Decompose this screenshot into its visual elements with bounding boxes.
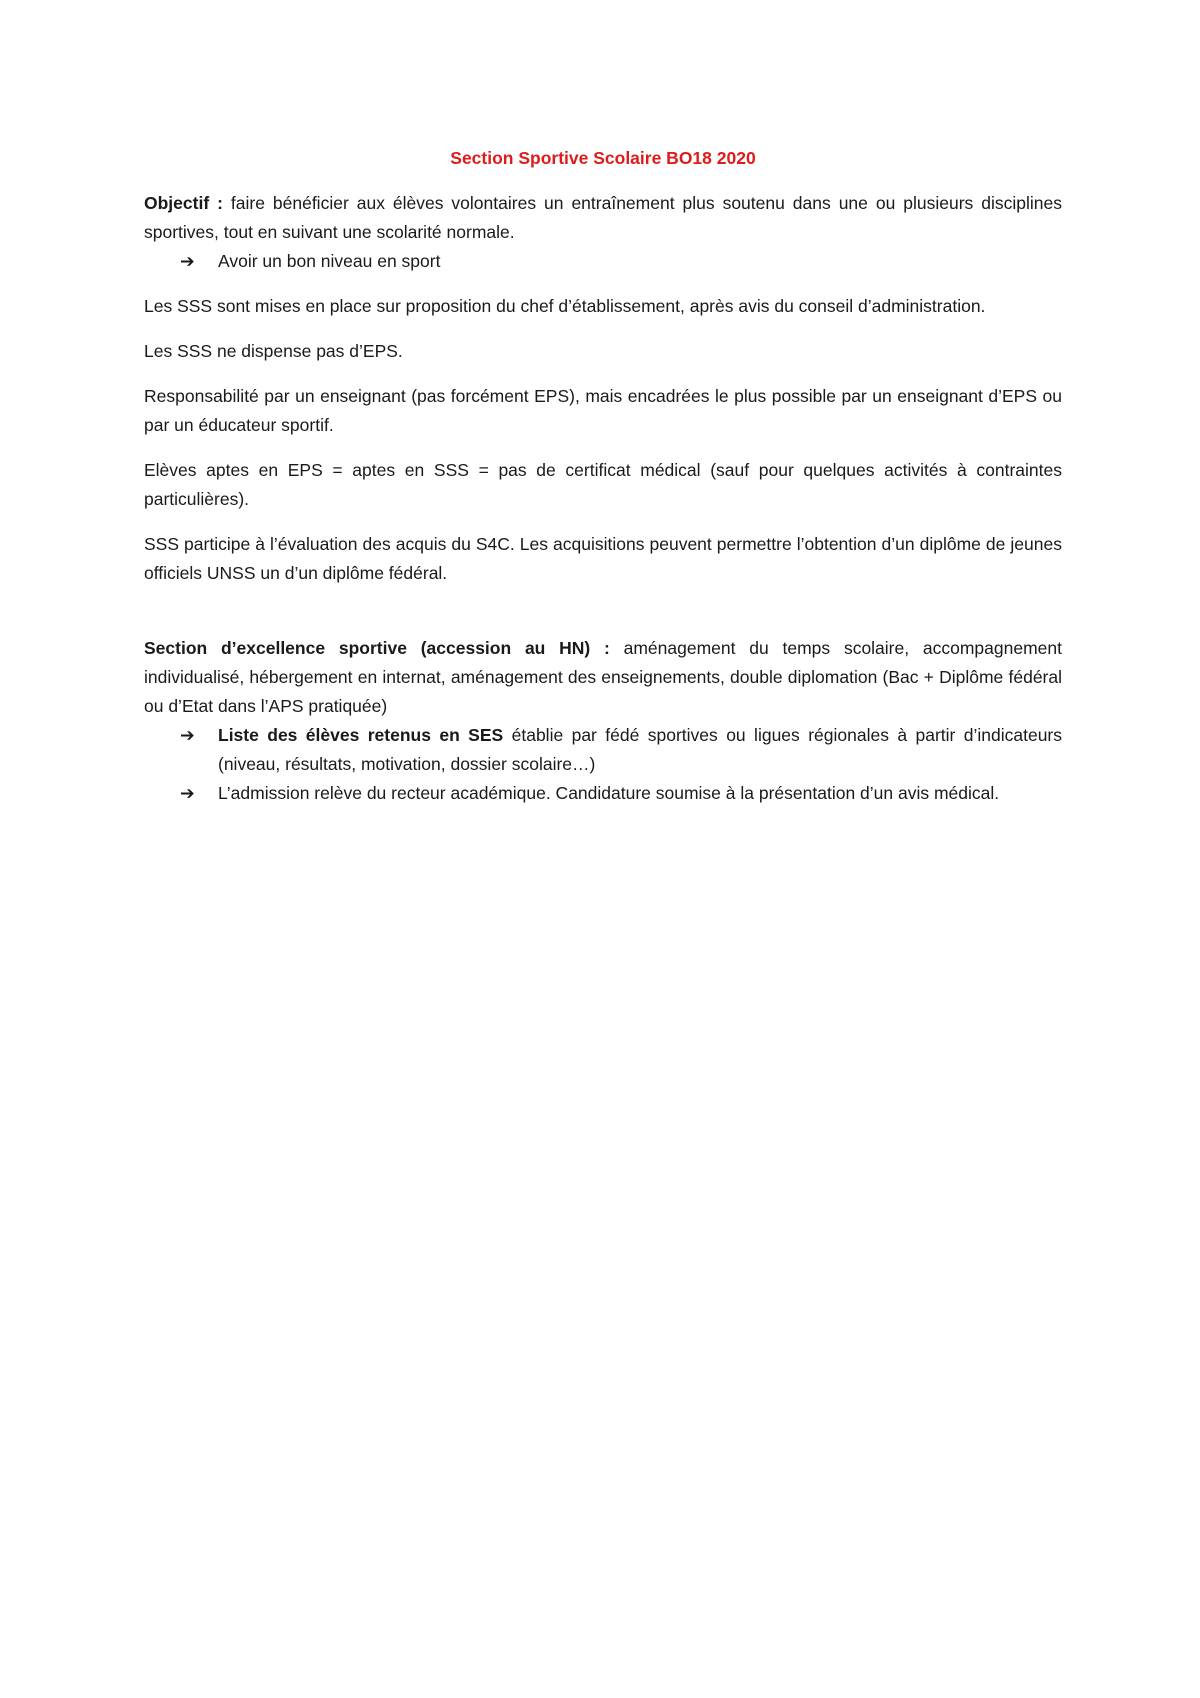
paragraph-sss-eps: Les SSS ne dispense pas d’EPS. <box>144 341 403 361</box>
paragraph-aptes: Elèves aptes en EPS = aptes en SSS = pas de certificat médical (sauf pour quelques activités à contraintes particulières). <box>144 460 1062 509</box>
objectif-paragraph <box>144 189 1062 247</box>
document-title: Section Sportive Scolaire BO18 2020 <box>450 148 756 168</box>
excellence-bullet-bold: Liste des élèves retenus en SES <box>218 725 504 745</box>
paragraph-sss-mise-en-place: Les SSS sont mises en place sur proposition du chef d’établissement, après avis du conseil d’administration. <box>144 296 986 316</box>
excellence-text: aménagement du temps scolaire, accompagnement individualisé, hébergement en internat, aménagement des enseignements, double diplomation (Bac + Diplôme fédéral ou d’Etat dans l’APS pratiquée) <box>144 638 1062 716</box>
excellence-bullet-text: L’admission relève du recteur académique. Candidature soumise à la présentation d’un avis médical. <box>218 783 1000 803</box>
arrow-right-icon: ➔ <box>180 783 195 803</box>
excellence-label: Section d’excellence sportive (accession au HN) : <box>144 638 610 658</box>
objectif-bullet-text: Avoir un bon niveau en sport <box>218 251 441 271</box>
objectif-text: faire bénéficier aux élèves volontaires un entraînement plus soutenu dans une ou plusieurs disciplines sportives, tout en suivant une scolarité normale. <box>144 193 1062 242</box>
arrow-right-icon: ➔ <box>180 251 195 271</box>
objectif-label: Objectif : <box>144 193 223 213</box>
paragraph-responsabilite: Responsabilité par un enseignant (pas forcément EPS), mais encadrées le plus possible par un enseignant d’EPS ou par un éducateur sportif. <box>144 386 1062 435</box>
excellence-bullet-text: établie par fédé sportives ou ligues régionales à partir d’indicateurs (niveau, résultats, motivation, dossier scolaire…) <box>218 725 1063 774</box>
excellence-bullet <box>144 721 1062 779</box>
section-spacer <box>144 604 1062 634</box>
excellence-paragraph <box>144 634 1062 721</box>
excellence-bullet <box>144 779 1062 808</box>
arrow-right-icon: ➔ <box>180 725 195 745</box>
objectif-bullet <box>144 247 1062 276</box>
paragraph-evaluation: SSS participe à l’évaluation des acquis du S4C. Les acquisitions peuvent permettre l’obtention d’un diplôme de jeunes officiels UNSS un d’un diplôme fédéral. <box>144 534 1062 583</box>
document-page <box>144 144 1062 808</box>
